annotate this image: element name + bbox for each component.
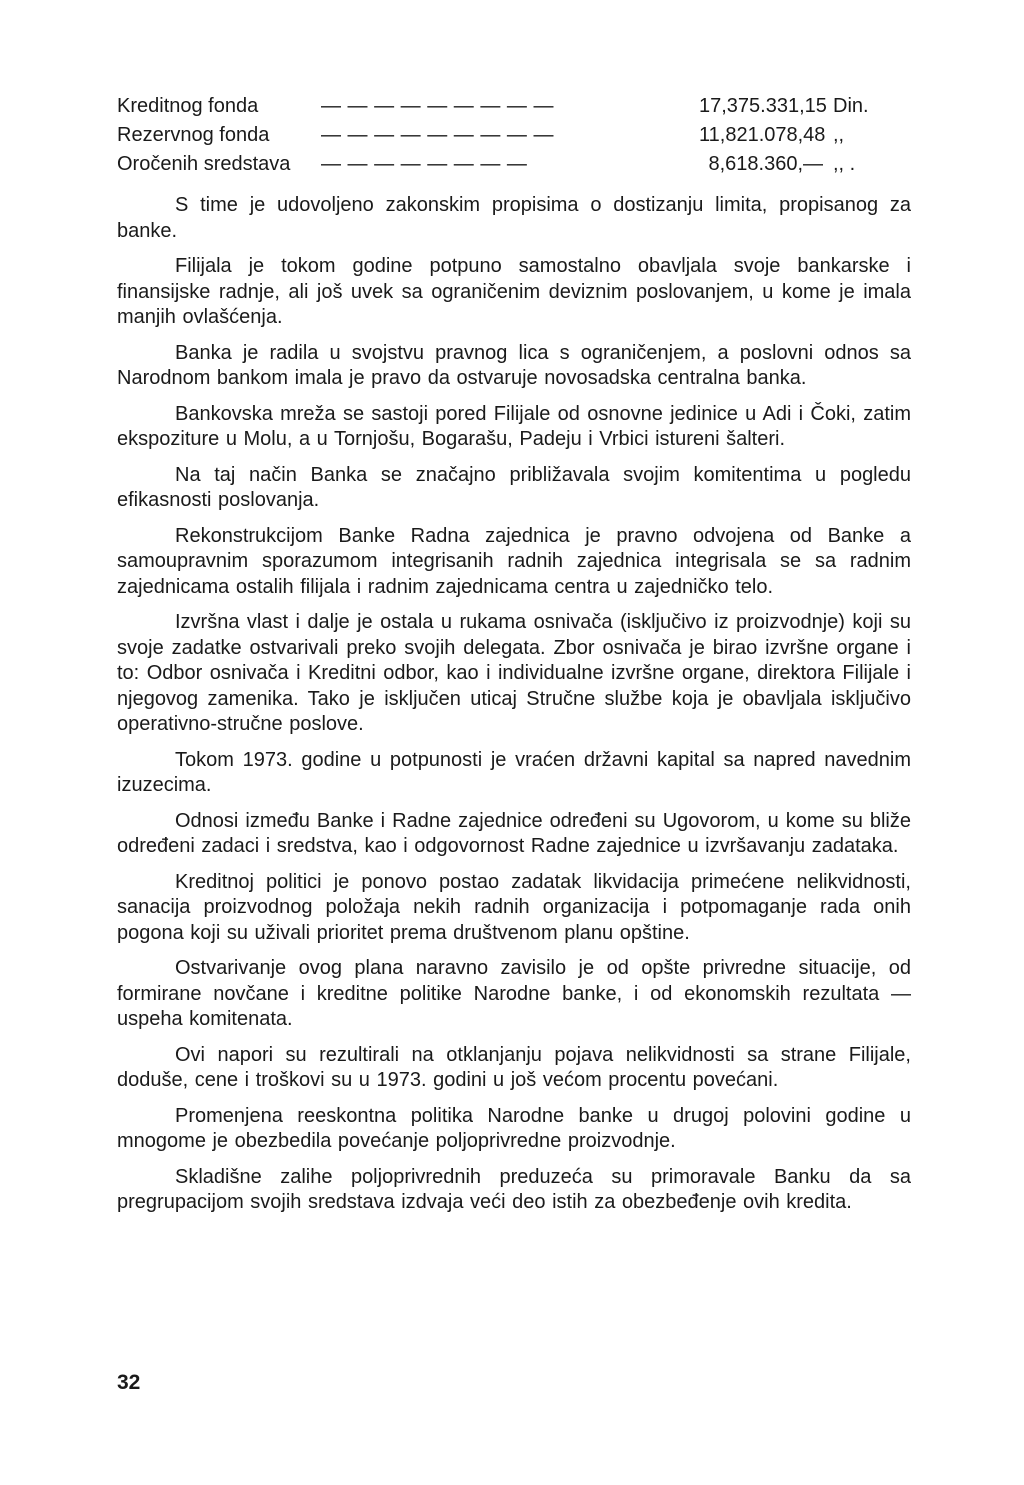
paragraph: Rekonstrukcijom Banke Radna zajednica je pravno odvojena od Banke a samoupravnim sporazumom integrisanih radnih zajednica integrisala se sa radnim zajednicama ostalih filijala i radnim zajednicama centra u zajedničko telo. bbox=[117, 524, 911, 598]
paragraph: Filijala je tokom godine potpuno samostalno obavljala svoje bankarske i finansijske radnje, ali još uvek sa ograničenim deviznim poslovanjem, u kome je imala manjih ovlašćenja. bbox=[117, 255, 911, 328]
ledger-dashes: — — — — — — — — — bbox=[321, 124, 554, 146]
paragraph: Bankovska mreža se sastoji pored Filijale od osnovne jedinice u Adi i Čoki, zatim ekspoziture u Molu, a u Tornjošu, Bogarašu, Padeju i Vrbici istureni šalteri. bbox=[117, 402, 911, 450]
paragraph: Kreditnoj politici je ponovo postao zadatak likvidacija primećene nelikvidnosti, sanacija proizvodnog položaja nekih radnih organizacija i potpomaganje rada onih pogona koji su uživali prioritet prema društvenom planu opštine. bbox=[117, 870, 911, 944]
paragraph: Na taj način Banka se značajno približavala svojim komitentima u pogledu efikasnosti poslovanja. bbox=[117, 463, 911, 511]
paragraph: S time je udovoljeno zakonskim propisima o dostizanju limita, propisanog za banke. bbox=[117, 194, 911, 242]
paragraph: Tokom 1973. godine u potpunosti je vraćen državni kapital sa napred navednim izuzecima. bbox=[117, 748, 911, 796]
paragraph: Ovi napori su rezultirali na otklanjanju pojava nelikvidnosti sa strane Filijale, doduše, cene i troškovi su u 1973. godini u još većom procentu povećani. bbox=[117, 1043, 911, 1091]
fund-ledger bbox=[117, 92, 911, 179]
ledger-amount: 11,821.078,48 bbox=[699, 124, 826, 146]
ledger-row-kreditni-fond bbox=[117, 92, 911, 121]
paragraph: Odnosi između Banke i Radne zajednice određeni su Ugovorom, u kome su bliže određeni zadaci i sredstva, kao i odgovornost Radne zajednice u izvršavanju zadataka. bbox=[117, 809, 911, 857]
page-number: 32 bbox=[117, 1371, 141, 1394]
ledger-label: Rezervnog fonda bbox=[117, 124, 270, 146]
ledger-unit: ,, bbox=[833, 124, 845, 146]
ledger-label: Kreditnog fonda bbox=[117, 95, 259, 117]
page-body bbox=[117, 92, 911, 1226]
ledger-dashes: — — — — — — — — bbox=[321, 153, 528, 175]
ledger-amount: 17,375.331,15 bbox=[699, 95, 827, 117]
paragraph: Banka je radila u svojstvu pravnog lica s ograničenjem, a poslovni odnos sa Narodnom bankom imala je pravo da ostvaruje novosadska centralna banka. bbox=[117, 341, 911, 389]
ledger-label: Oročenih sredstava bbox=[117, 153, 291, 175]
paragraph: Skladišne zalihe poljoprivrednih preduzeća su primoravale Banku da sa pregrupacijom svojih sredstava izdvaja veći deo istih za obezbeđenje ovih kredita. bbox=[117, 1165, 911, 1213]
ledger-dashes: — — — — — — — — — bbox=[321, 95, 554, 117]
paragraph: Izvršna vlast i dalje je ostala u rukama osnivača (isključivo iz proizvodnje) koji su svoje zadatke ostvarivali preko svojih delegata. Zbor osnivača je birao izvršne organe i to: Odbor osnivača i Kreditni odbor, kao i individualne izvršne organe, direktora Filijale i njegovog zamenika. Tako je isključen uticaj Stručne službe koja je obavljala isključivo operativno-stručne poslove. bbox=[117, 611, 911, 735]
ledger-amount: 8,618.360,— bbox=[708, 153, 823, 175]
paragraph: Ostvarivanje ovog plana naravno zavisilo je od opšte privredne situacije, od formirane novčane i kreditne politike Narodne banke, i od ekonomskih rezultata — uspeha komitenata. bbox=[117, 957, 911, 1030]
ledger-row-rezervni-fond bbox=[117, 121, 911, 150]
ledger-unit: ,, . bbox=[833, 153, 856, 175]
ledger-unit: Din. bbox=[833, 95, 869, 117]
paragraph: Promenjena reeskontna politika Narodne banke u drugoj polovini godine u mnogome je obezbedila povećanje poljoprivredne proizvodnje. bbox=[117, 1104, 911, 1152]
ledger-row-orocena-sredstva bbox=[117, 150, 911, 179]
